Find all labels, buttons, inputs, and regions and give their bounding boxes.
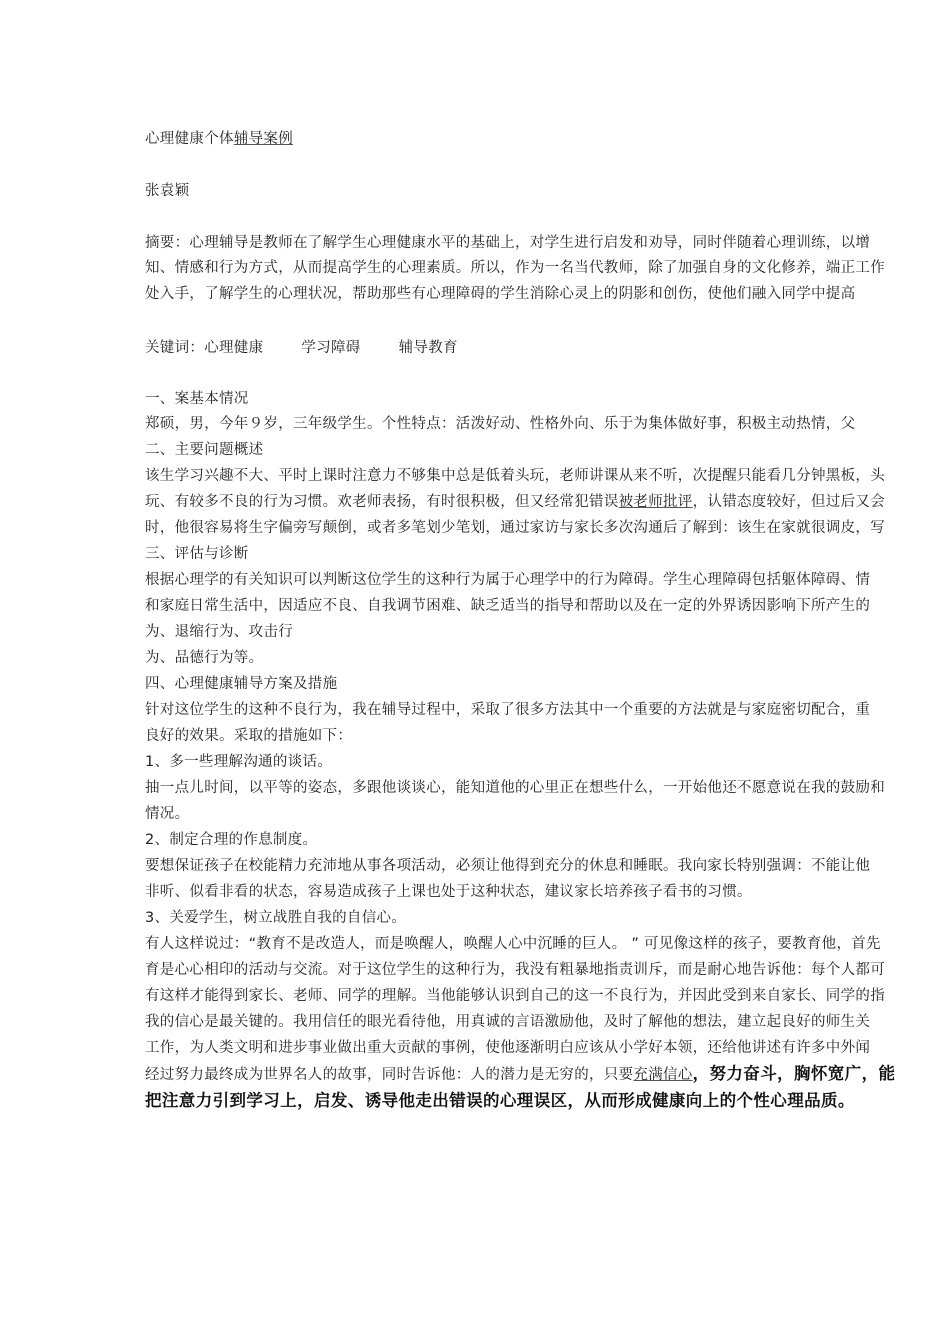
paragraph-line: 要想保证孩子在校能精力充沛地从事各项活动，必须让他得到充分的休息和睡眠。我向家长特别强调：不能让他 bbox=[145, 858, 871, 874]
paragraph-line: 为、退缩行为、攻击行 bbox=[145, 624, 293, 640]
closing-line: 把注意力引到学习上，启发、诱导他走出错误的心理误区，从而形成健康向上的个性心理品质。 bbox=[145, 1091, 855, 1110]
paragraph-line: 针对这位学生的这种不良行为，我在辅导过程中，采取了很多方法其中一个重要的方法就是与家庭密切配合，重 bbox=[145, 702, 871, 718]
paragraph-line: 工作，为人类文明和进步事业做出重大贡献的事例，使他逐渐明白应该从小学好本领，还给他讲述有许多中外闻 bbox=[145, 1040, 871, 1056]
paragraph-line: 有人这样说过：“教育不是改造人，而是唤醒人，唤醒人心中沉睡的巨人。 ” 可见像这样的孩子，要教育他，首先 bbox=[145, 936, 881, 952]
keyword-item: 辅导教育 bbox=[398, 340, 458, 356]
paragraph-text: ，认错态度较好，但过后又会 bbox=[692, 494, 886, 510]
paragraph-line: 和家庭日常生活中，因适应不良、自我调节困难、缺乏适当的指导和帮助以及在一定的外界诱因影响下所产生的 bbox=[145, 598, 871, 614]
abstract-line: 知、情感和行为方式，从而提高学生的心理素质。所以，作为一名当代教师，除了加强自身的文化修养，端正工作 bbox=[145, 260, 885, 276]
paragraph-line: 我的信心是最关键的。我用信任的眼光看待他，用真诚的言语激励他，及时了解他的想法，建立起良好的师生关 bbox=[145, 1014, 871, 1030]
measure-heading: 2、制定合理的作息制度。 bbox=[145, 832, 318, 848]
paragraph-line: 时，他很容易将生字偏旁写颠倒，或者多笔划少笔划，通过家访与家长多次沟通后了解到：该生在家就很调皮，写 bbox=[145, 520, 885, 536]
inline-link[interactable]: 被老师批评 bbox=[618, 494, 693, 510]
paragraph-line: 情况。 bbox=[145, 806, 190, 822]
inline-link[interactable]: 充满信心 bbox=[633, 1067, 693, 1083]
keywords-label: 关键词： bbox=[145, 340, 205, 356]
document-title bbox=[145, 129, 293, 149]
section-heading: 三、评估与诊断 bbox=[145, 546, 249, 562]
keywords-line bbox=[145, 338, 458, 358]
author-name: 张袁颖 bbox=[145, 183, 190, 199]
paragraph-line: 抽一点儿时间，以平等的姿态，多跟他谈谈心，能知道他的心里正在想些什么，一开始他还不愿意说在我的鼓励和 bbox=[145, 780, 885, 796]
paragraph-line bbox=[145, 492, 885, 512]
section-heading: 二、主要问题概述 bbox=[145, 442, 264, 458]
measure-heading: 1、多一些理解沟通的谈话。 bbox=[145, 754, 333, 770]
title-link[interactable]: 辅导案例 bbox=[233, 131, 294, 147]
paragraph-line: 有这样才能得到家长、老师、同学的理解。当他能够认识到自己的这一不良行为，并因此受到来自家长、同学的指 bbox=[145, 988, 885, 1004]
document-page bbox=[145, 0, 950, 1344]
paragraph-line: 良好的效果。采取的措施如下： bbox=[145, 728, 353, 744]
paragraph-text: 玩、有较多不良的行为习惯。欢老师表扬，有时很积极，但又经常犯错误 bbox=[145, 494, 619, 510]
paragraph-line: 育是心心相印的活动与交流。对于这位学生的这种行为，我没有粗暴地指责训斥，而是耐心地告诉他：每个人都可 bbox=[145, 962, 885, 978]
abstract-line: 处入手，了解学生的心理状况，帮助那些有心理障碍的学生消除心灵上的阴影和创伤，使他们融入同学中提高 bbox=[145, 286, 856, 302]
keyword-item: 心理健康 bbox=[204, 340, 264, 356]
paragraph-line: 郑硕，男，今年９岁，三年级学生。个性特点：活泼好动、性格外向、乐于为集体做好事，积极主动热情，父 bbox=[145, 416, 856, 432]
paragraph-line bbox=[145, 1064, 895, 1085]
paragraph-text: 经过努力最终成为世界名人的故事，同时告诉他：人的潜力是无穷的，只要 bbox=[145, 1067, 634, 1083]
section-heading: 一、案基本情况 bbox=[145, 391, 249, 407]
paragraph-line: 为、品德行为等。 bbox=[145, 650, 264, 666]
paragraph-line: 非听、似看非看的状态，容易造成孩子上课也处于这种状态，建议家长培养孩子看书的习惯。 bbox=[145, 884, 752, 900]
emphasis-text: ，努力奋斗，胸怀宽广，能 bbox=[692, 1064, 896, 1083]
measure-heading: 3、关爱学生，树立战胜自我的自信心。 bbox=[145, 910, 407, 926]
title-text: 心理健康个体 bbox=[145, 131, 234, 147]
paragraph-line: 该生学习兴趣不大、平时上课时注意力不够集中总是低着头玩，老师讲课从来不听，次提醒只能看几分钟黑板，头 bbox=[145, 468, 885, 484]
keyword-item: 学习障碍 bbox=[301, 340, 361, 356]
abstract-line: 摘要：心理辅导是教师在了解学生心理健康水平的基础上，对学生进行启发和劝导，同时伴随着心理训练，以增 bbox=[145, 235, 871, 251]
section-heading: 四、心理健康辅导方案及措施 bbox=[145, 676, 338, 692]
paragraph-line: 根据心理学的有关知识可以判断这位学生的这种行为属于心理学中的行为障碍。学生心理障碍包括躯体障碍、情 bbox=[145, 572, 871, 588]
